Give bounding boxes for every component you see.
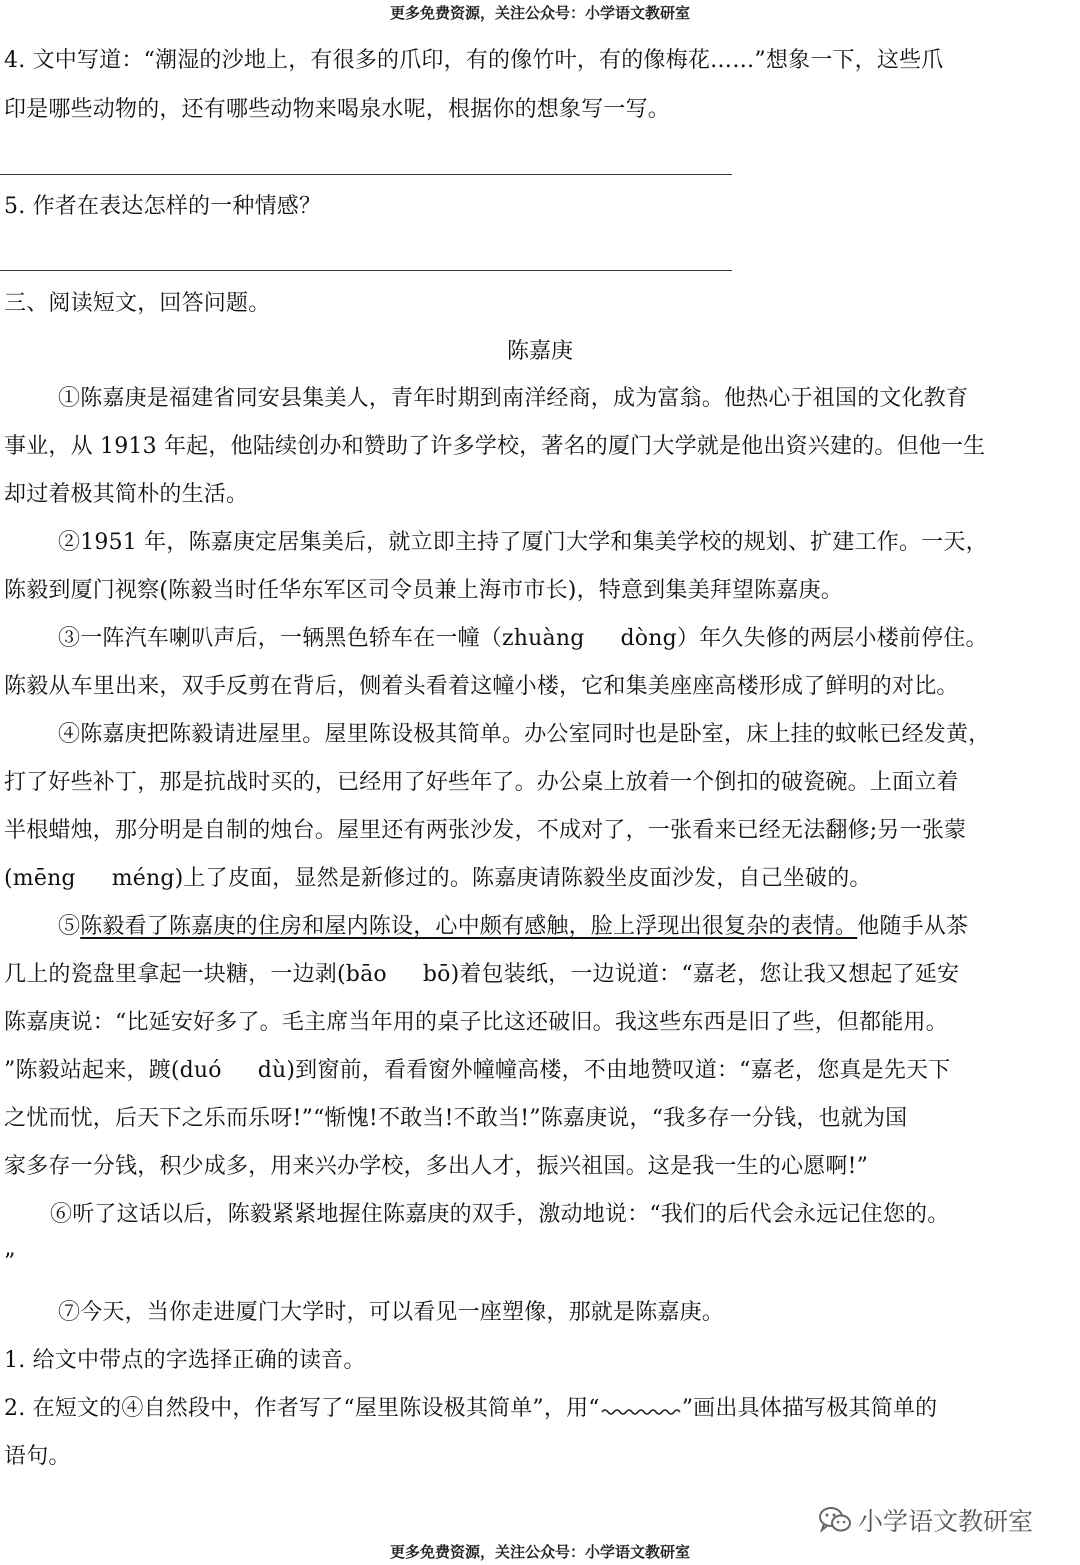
p3-line-1-a: ③一阵汽车喇叭声后，一辆黑色轿车在一幢（zhuàng — [58, 626, 585, 651]
question-2-a: 2. 在短文的④自然段中，作者写了“屋里陈设极其简单”，用“ — [4, 1396, 600, 1421]
p4-line-2: 打了好些补丁，那是抗战时买的，已经用了好些年了。办公桌上放着一个倒扣的破瓷碗。上面立着 — [4, 770, 959, 795]
p4-line-1: ④陈嘉庚把陈毅请进屋里。屋里陈设极其简单。办公室同时也是卧室，床上挂的蚊帐已经发黄， — [58, 722, 991, 747]
page-header: 更多免费资源，关注公众号：小学语文教研室 — [389, 4, 690, 22]
watermark — [818, 1500, 1033, 1540]
p5-line-1-rest: 他随手从茶 — [857, 914, 969, 939]
p5-line-4-a: ”陈毅站起来，踱(duó — [4, 1058, 222, 1083]
q5-text: 5. 作者在表达怎样的一种情感？ — [4, 194, 322, 219]
p4-line-4-b: méng)上了皮面，显然是新修过的。陈嘉庚请陈毅坐皮面沙发，自己坐破的。 — [111, 866, 872, 891]
page-footer: 更多免费资源，关注公众号：小学语文教研室 — [389, 1543, 690, 1561]
p5-line-4-b: dù)到窗前，看看窗外幢幢高楼，不由地赞叹道：“嘉老，您真是先天下 — [257, 1058, 951, 1083]
p6-line-2: ” — [4, 1250, 16, 1275]
p5-line-4 — [4, 1056, 950, 1086]
p5-underlined-sentence: 陈毅看了陈嘉庚的住房和屋内陈设，心中颇有感触，脸上浮现出很复杂的表情。 — [80, 914, 858, 939]
wavy-underline-mark — [600, 1399, 682, 1417]
p6-line-1: ⑥听了这话以后，陈毅紧紧地握住陈嘉庚的双手，激动地说：“我们的后代会永远记住您的。 — [50, 1202, 950, 1227]
p1-line-3: 却过着极其简朴的生活。 — [4, 482, 249, 507]
p2-line-1: ②1951 年，陈嘉庚定居集美后，就立即主持了厦门大学和集美学校的规划、扩建工作。一天， — [58, 530, 988, 555]
section-3-heading: 三、阅读短文，回答问题。 — [4, 291, 271, 316]
p5-line-3: 陈嘉庚说：“比延安好多了。毛主席当年用的桌子比这还破旧。我这些东西是旧了些，但都能用。 — [4, 1010, 948, 1035]
p4-line-4 — [4, 864, 872, 894]
p5-line-2-a: 几上的瓷盘里拿起一块糖，一边剥(bāo — [4, 962, 387, 987]
p3-line-2: 陈毅从车里出来，双手反剪在背后，侧着头看着这幢小楼，它和集美座座高楼形成了鲜明的对比。 — [4, 674, 959, 699]
article-title: 陈嘉庚 — [506, 339, 573, 364]
question-1: 1. 给文中带点的字选择正确的读音。 — [4, 1348, 366, 1373]
q4-line-2: 印是哪些动物的，还有哪些动物来喝泉水呢，根据你的想象写一写。 — [4, 97, 671, 122]
p4-line-4-a: (mēng — [4, 866, 76, 891]
answer-line-q5 — [0, 270, 732, 271]
p1-line-1: ①陈嘉庚是福建省同安县集美人，青年时期到南洋经商，成为富翁。他热心于祖国的文化教育 — [58, 386, 969, 411]
q4-line-1: 4. 文中写道：“潮湿的沙地上，有很多的爪印，有的像竹叶，有的像梅花……”想象一下，这些爪 — [4, 48, 944, 73]
question-2-line-2: 语句。 — [4, 1444, 71, 1469]
watermark-text: 小学语文教研室 — [858, 1507, 1034, 1536]
p5-line-6: 家多存一分钱，积少成多，用来兴办学校，多出人才，振兴祖国。这是我一生的心愿啊!” — [4, 1154, 869, 1179]
p5-line-1 — [58, 912, 968, 942]
wechat-icon — [818, 1505, 852, 1535]
p3-line-1-b: dòng）年久失修的两层小楼前停住。 — [620, 626, 988, 651]
p5-marker: ⑤ — [58, 914, 81, 939]
p5-line-2-b: bō)着包装纸，一边说道：“嘉老，您让我又想起了延安 — [422, 962, 960, 987]
p1-line-2: 事业，从 1913 年起，他陆续创办和赞助了许多学校，著名的厦门大学就是他出资兴建的。但他一生 — [4, 434, 986, 459]
p5-line-2 — [4, 960, 959, 990]
p3-line-1 — [58, 624, 988, 654]
p2-line-2: 陈毅到厦门视察(陈毅当时任华东军区司令员兼上海市市长)，特意到集美拜望陈嘉庚。 — [4, 578, 843, 603]
p4-line-3: 半根蜡烛，那分明是自制的烛台。屋里还有两张沙发，不成对了，一张看来已经无法翻修;另一张蒙 — [4, 818, 967, 843]
p7-text: ⑦今天，当你走进厦门大学时，可以看见一座塑像，那就是陈嘉庚。 — [58, 1300, 725, 1325]
p5-line-5: 之忧而忧，后天下之乐而乐呀!”“惭愧!不敢当!不敢当!”陈嘉庚说，“我多存一分钱，也就为国 — [4, 1106, 908, 1131]
question-2-line-1 — [4, 1394, 937, 1424]
question-2-b: ”画出具体描写极其简单的 — [681, 1396, 938, 1421]
answer-line-q4 — [0, 174, 732, 175]
